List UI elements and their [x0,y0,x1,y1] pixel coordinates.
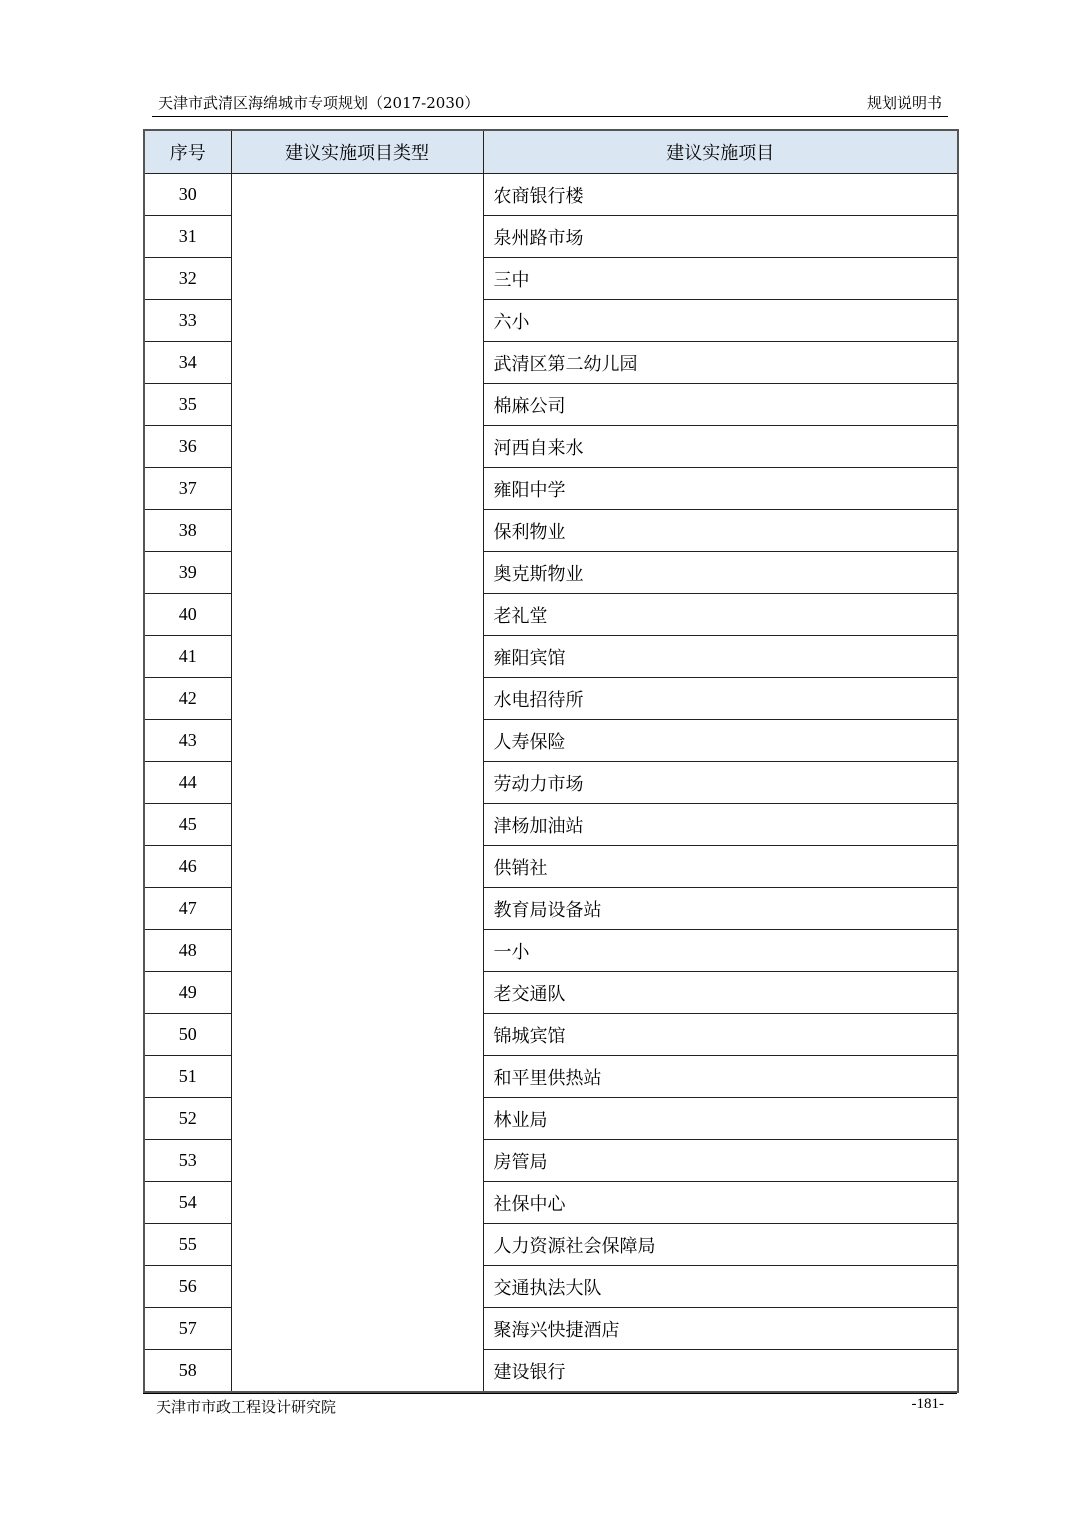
project-name: 河西自来水 [483,426,958,468]
row-number: 35 [144,384,231,426]
project-name: 雍阳中学 [483,468,958,510]
project-name: 社保中心 [483,1182,958,1224]
table-row [144,174,958,216]
document-title: 天津市武清区海绵城市专项规划（2017-2030） [158,94,480,112]
column-header-number: 序号 [144,130,231,174]
table-body [144,174,958,1393]
row-number: 43 [144,720,231,762]
row-number: 45 [144,804,231,846]
project-name: 教育局设备站 [483,888,958,930]
project-name: 水电招待所 [483,678,958,720]
row-number: 33 [144,300,231,342]
footer-divider [143,1393,957,1394]
row-number: 41 [144,636,231,678]
row-number: 54 [144,1182,231,1224]
project-type-cell [231,174,483,1393]
project-table [143,129,959,1393]
project-name: 六小 [483,300,958,342]
row-number: 52 [144,1098,231,1140]
row-number: 32 [144,258,231,300]
project-name: 交通执法大队 [483,1266,958,1308]
row-number: 37 [144,468,231,510]
row-number: 48 [144,930,231,972]
row-number: 55 [144,1224,231,1266]
project-name: 和平里供热站 [483,1056,958,1098]
project-name: 房管局 [483,1140,958,1182]
project-name: 一小 [483,930,958,972]
project-name: 三中 [483,258,958,300]
project-name: 老礼堂 [483,594,958,636]
project-name: 泉州路市场 [483,216,958,258]
project-name: 锦城宾馆 [483,1014,958,1056]
row-number: 51 [144,1056,231,1098]
row-number: 49 [144,972,231,1014]
project-name: 津杨加油站 [483,804,958,846]
project-name: 劳动力市场 [483,762,958,804]
row-number: 50 [144,1014,231,1056]
document-type: 规划说明书 [866,94,942,112]
project-name: 聚海兴快捷酒店 [483,1308,958,1350]
page-header [152,90,948,114]
row-number: 44 [144,762,231,804]
project-name: 棉麻公司 [483,384,958,426]
project-name: 建设银行 [483,1350,958,1393]
row-number: 34 [144,342,231,384]
page-footer [152,1396,948,1420]
column-header-type: 建议实施项目类型 [231,130,483,174]
project-name: 人力资源社会保障局 [483,1224,958,1266]
project-name: 供销社 [483,846,958,888]
project-name: 奥克斯物业 [483,552,958,594]
row-number: 30 [144,174,231,216]
project-name: 林业局 [483,1098,958,1140]
row-number: 47 [144,888,231,930]
row-number: 38 [144,510,231,552]
row-number: 40 [144,594,231,636]
row-number: 58 [144,1350,231,1393]
row-number: 46 [144,846,231,888]
row-number: 39 [144,552,231,594]
header-divider [152,116,948,117]
project-name: 雍阳宾馆 [483,636,958,678]
project-name: 武清区第二幼儿园 [483,342,958,384]
table-header-row [144,130,958,174]
row-number: 42 [144,678,231,720]
row-number: 36 [144,426,231,468]
project-name: 人寿保险 [483,720,958,762]
page-number: -181- [911,1396,944,1412]
row-number: 56 [144,1266,231,1308]
row-number: 57 [144,1308,231,1350]
project-name: 保利物业 [483,510,958,552]
project-name: 老交通队 [483,972,958,1014]
column-header-project: 建议实施项目 [483,130,958,174]
row-number: 31 [144,216,231,258]
project-name: 农商银行楼 [483,174,958,216]
row-number: 53 [144,1140,231,1182]
institute-name: 天津市市政工程设计研究院 [156,1398,337,1416]
